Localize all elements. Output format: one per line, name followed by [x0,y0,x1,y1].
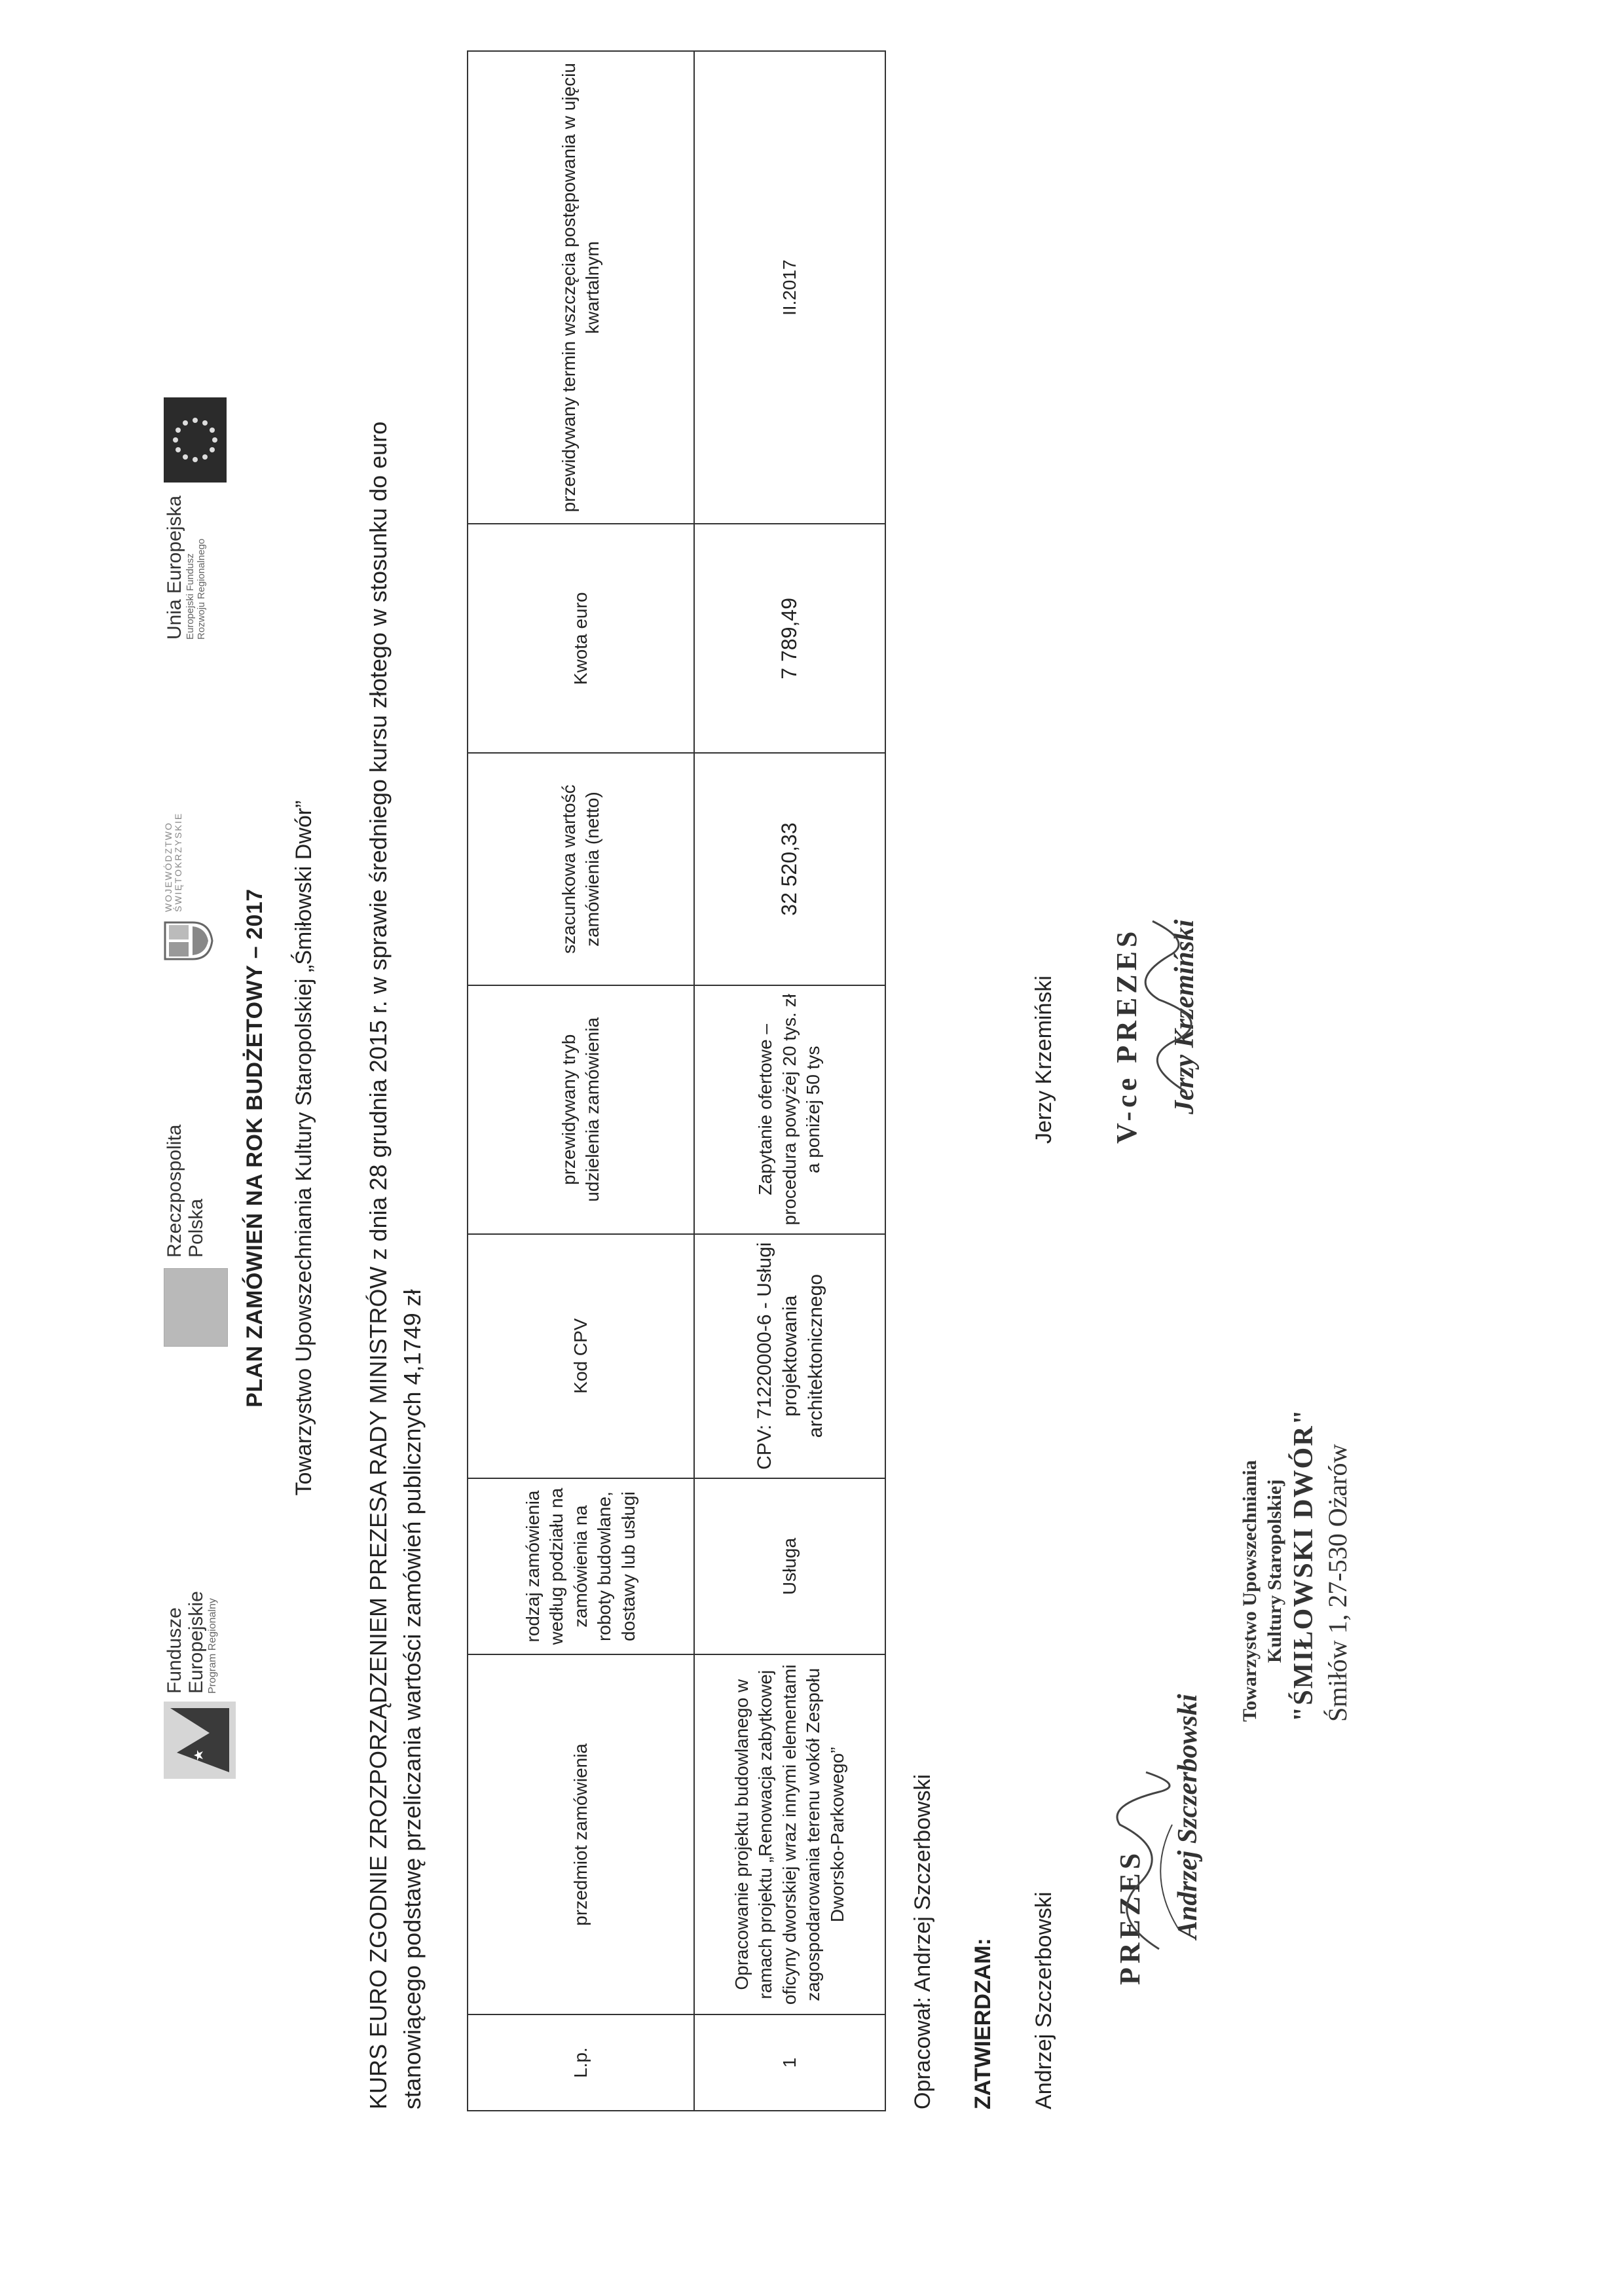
table-cell: Opracowanie projektu budowlanego w ramach projektu „Renowacja zabytkowej oficyny dworskiej wraz innymi elementami zagospodarowania terenu wokół Zespołu Dworsko-Parkowego” [694,1654,885,2014]
stamp-prezes-title: PREZES [1114,1849,1146,1985]
header-cell: Kod CPV [468,1234,694,1478]
header-cell: rodzaj zamówienia według podziału na zamówienia na roboty budowlane, dostawy lub usługi [468,1478,694,1655]
approved-label: ZATWIERDZAM: [970,1938,995,2109]
table-cell: 1 [694,2014,885,2111]
eu-flag-icon [164,397,227,483]
exchange-rate-note [361,80,430,2109]
fe-star-icon [164,1702,236,1779]
org-stamp-line2: Kultury Staropolskiej [1263,1479,1285,1663]
exchange-rate-line2: stanowiącego podstawę przeliczania wartości zamówień publicznych 4,1749 zł [399,1289,426,2109]
rp-line1: Rzeczpospolita [164,1124,185,1258]
table-row [694,51,885,2111]
fundusze-europejskie-logo [164,1504,242,1779]
ue-line1: Unia Europejska [164,495,185,640]
flag-icon [164,1268,228,1347]
table-cell: II.2017 [694,51,885,524]
table-cell: Zapytanie ofertowe – procedura powyżej 20 tys. zł a poniżej 50 tys [694,985,885,1234]
signature-left-icon [1080,1759,1198,1956]
table-cell: 7 789,49 [694,524,885,753]
stamp-vice-name: Jerzy Krzemiński [1170,919,1200,1114]
prepared-by: Opracował: Andrzej Szczerbowski [910,1774,935,2109]
coat-of-arms-icon [164,921,213,960]
signature-right-icon [1113,908,1218,1104]
table-cell: Usługa [694,1478,885,1655]
approver-left-name: Andrzej Szczerbowski [1031,1891,1056,2109]
swietokrzyskie-logo [164,757,242,960]
header-cell: przewidywany tryb udzielenia zamówienia [468,985,694,1234]
stamp-vice-title: V-ce PREZES [1111,927,1143,1144]
table-header-row [468,51,694,2111]
ue-line2: Europejski Fundusz [185,553,196,640]
header-cell: przewidywany termin wszczęcia postępowania w ujęciu kwartalnym [468,51,694,524]
org-stamp-line3: "ŚMIŁOWSKI DWÓR" [1289,1408,1319,1722]
rzeczpospolita-logo [164,1085,242,1347]
table-cell: CPV: 71220000-6 - Usługi projektowania architektonicznego [694,1234,885,1478]
fe-line1: Fundusze [164,1607,185,1694]
document-subtitle: Towarzystwo Upowszechniania Kultury Staropolskiej „Śmiłowski Dwór” [291,800,316,1496]
organization-stamp [1238,1408,1354,1722]
ue-line3: Rozwoju Regionalnego [195,538,207,640]
sw-line2: ŚWIĘTOKRZYSKIE [173,812,184,912]
header-cell: L.p. [468,2014,694,2111]
fe-line3: Program Regionalny [207,1598,218,1694]
org-stamp-line1: Towarzystwo Upowszechniania [1239,1460,1261,1722]
unia-europejska-logo [164,397,242,640]
org-stamp-line4: Śmiłów 1, 27-530 Ożarów [1322,1444,1352,1722]
logo-bar [164,397,242,1779]
document-title: PLAN ZAMÓWIEŃ NA ROK BUDŻETOWY – 2017 [242,888,267,1408]
fe-line2: Europejskie [185,1591,207,1694]
procurement-table [467,50,886,2111]
table-cell: 32 520,33 [694,753,885,985]
rp-line2: Polska [185,1198,207,1258]
header-cell: Kwota euro [468,524,694,753]
header-cell: przedmiot zamówienia [468,1654,694,2014]
approver-right-name: Jerzy Krzemiński [1031,975,1056,1144]
stamp-prezes-name: Andrzej Szczerbowski [1173,1694,1203,1939]
sw-line1: WOJEWÓDZTWO [163,822,174,912]
exchange-rate-line1: KURS EURO ZGODNIE ZROZPORZĄDZENIEM PREZESA RADY MINISTRÓW z dnia 28 grudnia 2015 r. w sprawie średniego kursu złotego w stosunku do euro [365,421,392,2109]
header-cell: szacunkowa wartość zamówienia (netto) [468,753,694,985]
